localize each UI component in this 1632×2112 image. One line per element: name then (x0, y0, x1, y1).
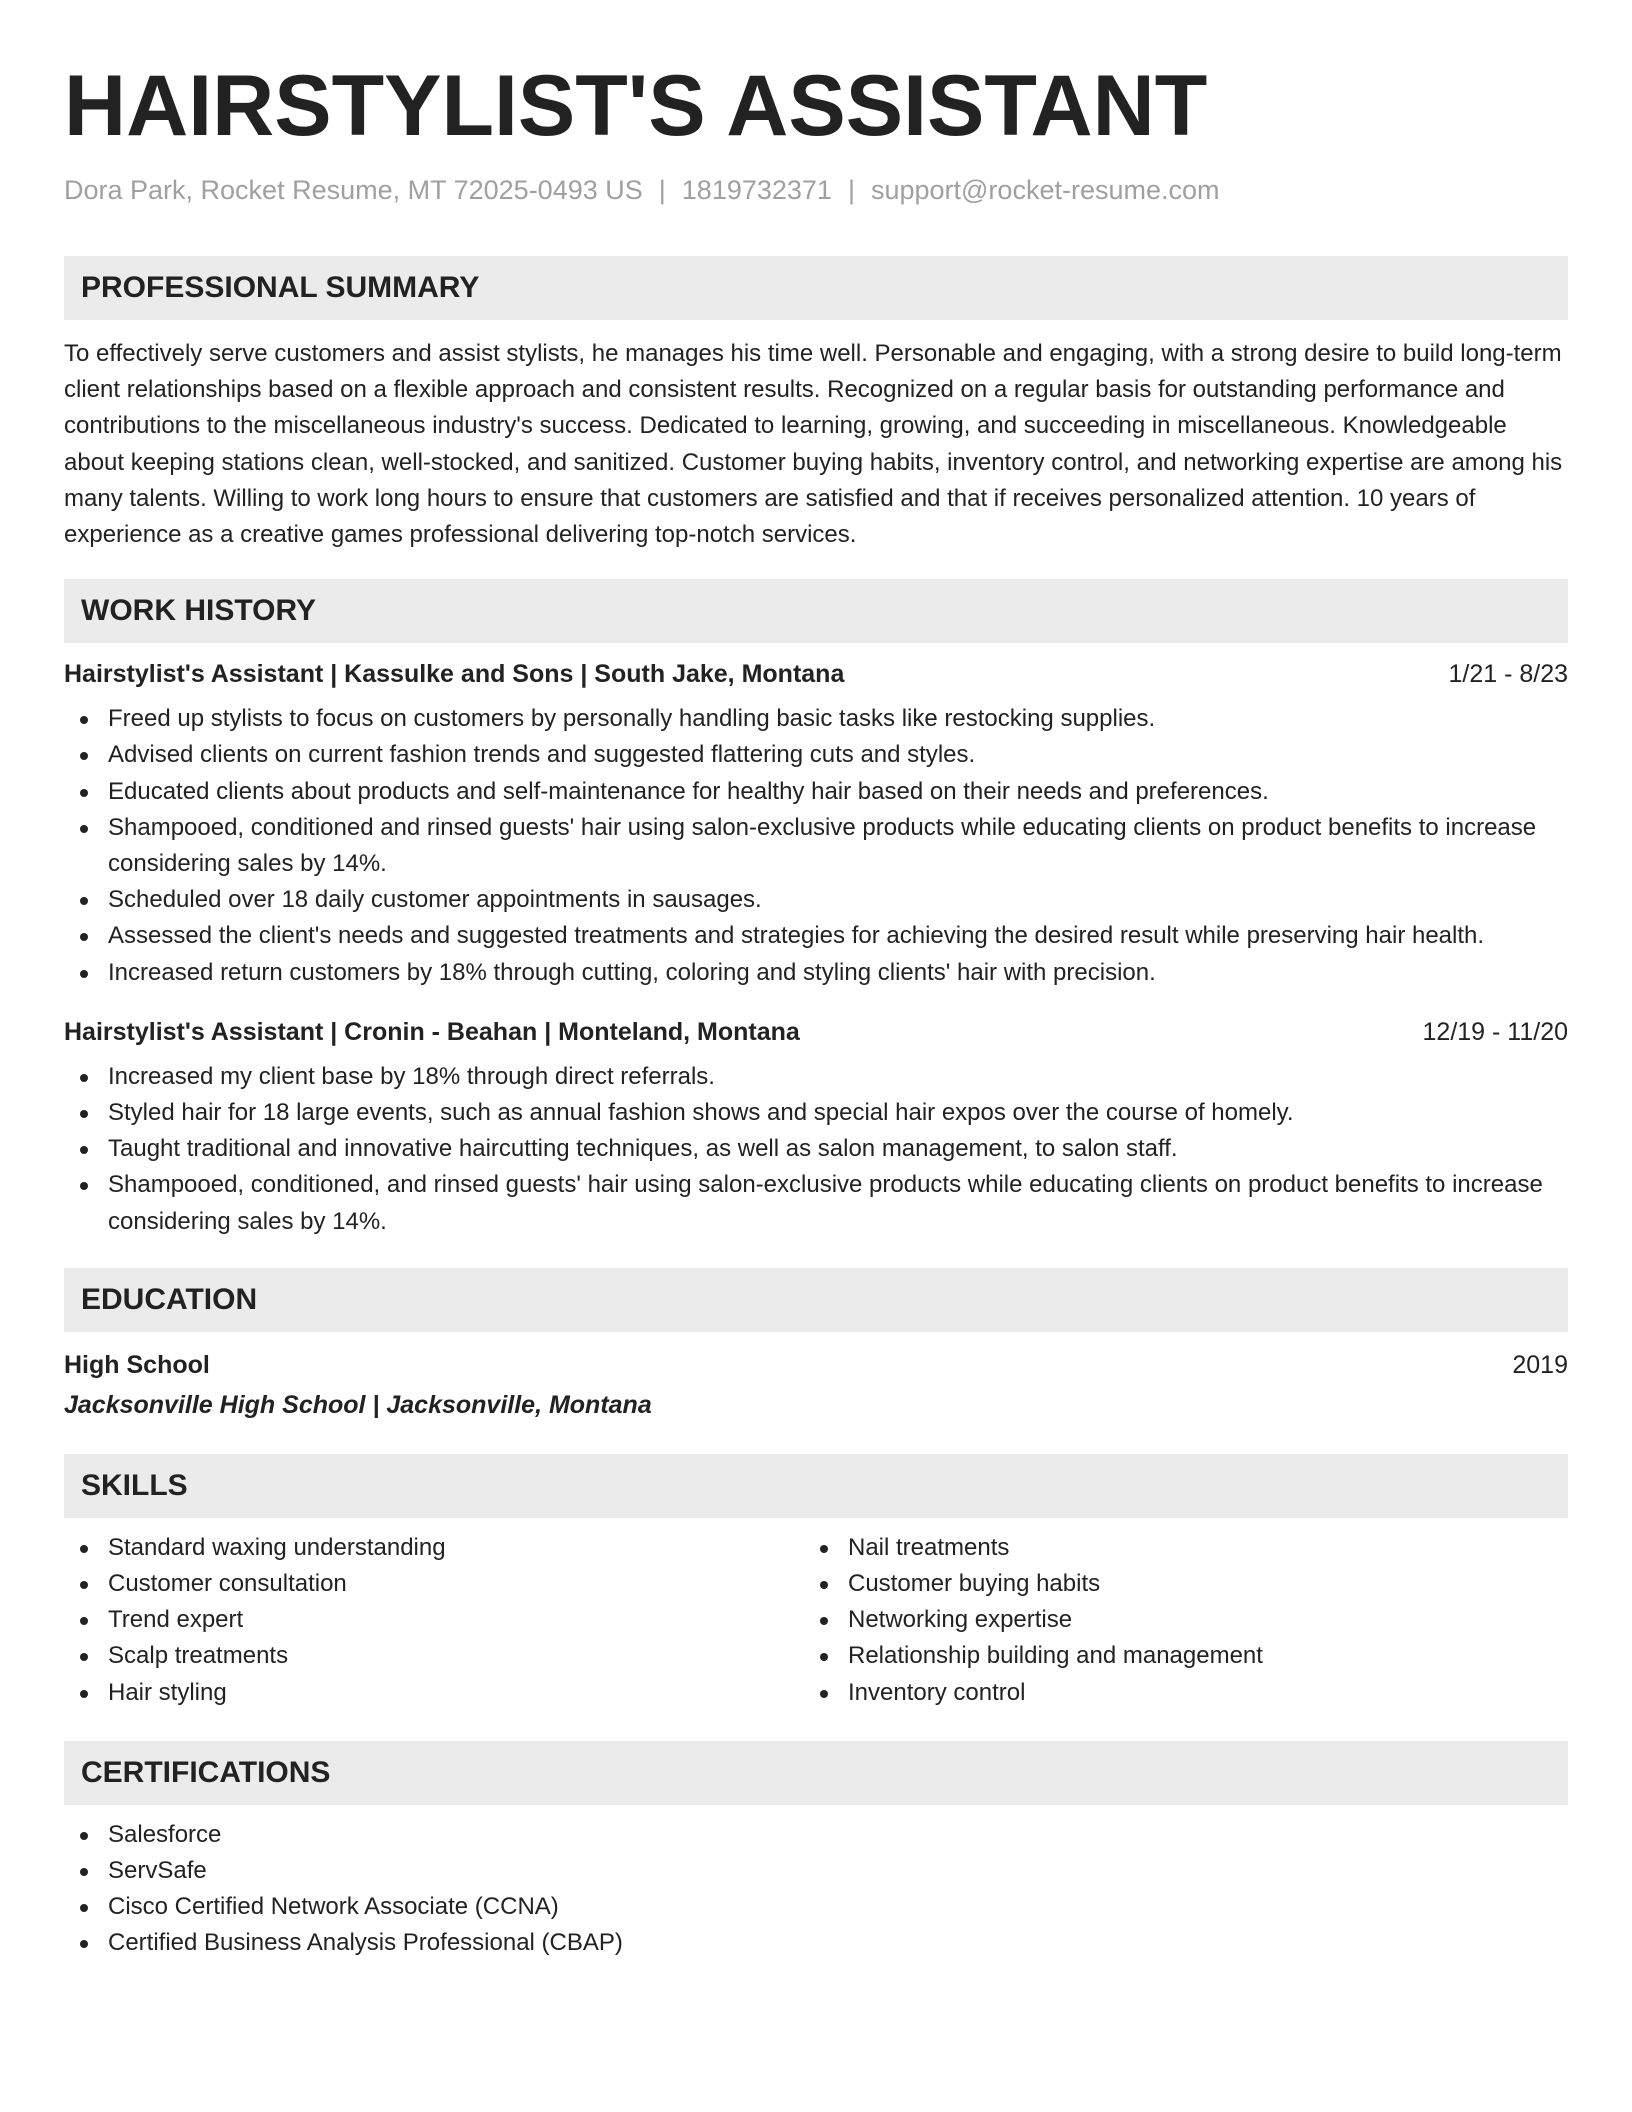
job-header (64, 1015, 1568, 1049)
list-item: Trend expert (64, 1602, 804, 1638)
list-item: Standard waxing understanding (64, 1530, 804, 1566)
candidate-title: HAIRSTYLIST'S ASSISTANT (64, 58, 1208, 154)
list-item: Shampooed, conditioned, and rinsed guests' hair using salon-exclusive products while educating clients on product benefits to increase considering sales by 14%. (64, 1167, 1568, 1239)
skills-grid (64, 1530, 1568, 1711)
contact-line (64, 174, 1568, 206)
section-header-skills: SKILLS (64, 1454, 1568, 1518)
list-item: Hair styling (64, 1675, 804, 1711)
section-header-work-history: WORK HISTORY (64, 579, 1568, 643)
education-entry (64, 1348, 1568, 1422)
list-item: Assessed the client's needs and suggested treatments and strategies for achieving the desired result while preserving hair health. (64, 918, 1568, 954)
job-bullets (64, 1059, 1568, 1240)
contact-separator: | (847, 175, 855, 205)
contact-separator: | (658, 175, 666, 205)
contact-phone: 1819732371 (681, 175, 832, 205)
list-item: Relationship building and management (804, 1638, 1564, 1674)
summary-text: To effectively serve customers and assist stylists, he manages his time well. Personable and engaging, with a strong desire to build long-term client relationships based on a flexible approach and consistent results. Recognized on a regular basis for outstanding performance and contributions to the miscellaneous industry's success. Dedicated to learning, growing, and succeeding in miscellaneous. Knowledgeable about keeping stations clean, well-stocked, and sanitized. Customer buying habits, inventory control, and networking expertise are among his many talents. Willing to work long hours to ensure that customers are satisfied and that if receives personalized attention. 10 years of experience as a creative games professional delivering top-notch services. (64, 340, 1563, 549)
list-item: Nail treatments (804, 1530, 1564, 1566)
list-item: Customer consultation (64, 1566, 804, 1602)
education-year: 2019 (1512, 1350, 1568, 1379)
section-header-summary: PROFESSIONAL SUMMARY (64, 256, 1568, 320)
list-item: Inventory control (804, 1675, 1564, 1711)
list-item: Shampooed, conditioned and rinsed guests' hair using salon-exclusive products while educating clients on product benefits to increase considering sales by 14%. (64, 810, 1568, 882)
job-title: Hairstylist's Assistant | Kassulke and Sons | South Jake, Montana (64, 660, 845, 689)
list-item: Educated clients about products and self-maintenance for healthy hair based on their needs and preferences. (64, 774, 1568, 810)
job-bullets (64, 701, 1568, 991)
contact-email: support@rocket-resume.com (870, 175, 1220, 205)
list-item: Styled hair for 18 large events, such as annual fashion shows and special hair expos over the course of homely. (64, 1095, 1568, 1131)
job-title: Hairstylist's Assistant | Cronin - Beahan | Monteland, Montana (64, 1017, 800, 1046)
education-degree: High School (64, 1350, 210, 1379)
list-item: Advised clients on current fashion trends and suggested flattering cuts and styles. (64, 737, 1568, 773)
list-item: Freed up stylists to focus on customers by personally handling basic tasks like restocking supplies. (64, 701, 1568, 737)
section-header-education: EDUCATION (64, 1268, 1568, 1332)
list-item: Increased return customers by 18% through cutting, coloring and styling clients' hair with precision. (64, 955, 1568, 991)
skills-left-column (64, 1530, 804, 1711)
section-header-certifications: CERTIFICATIONS (64, 1741, 1568, 1805)
list-item: ServSafe (64, 1853, 1568, 1889)
education-header (64, 1348, 1568, 1382)
list-item: Certified Business Analysis Professional (CBAP) (64, 1925, 1568, 1961)
job-entry (64, 1015, 1568, 1240)
list-item: Scheduled over 18 daily customer appointments in sausages. (64, 882, 1568, 918)
list-item: Scalp treatments (64, 1638, 804, 1674)
education-school: Jacksonville High School | Jacksonville, Montana (64, 1390, 652, 1419)
job-dates: 1/21 - 8/23 (1448, 660, 1568, 689)
job-header (64, 657, 1568, 691)
contact-address: Dora Park, Rocket Resume, MT 72025-0493 US (64, 175, 643, 205)
certifications-list (64, 1817, 1568, 1962)
list-item: Taught traditional and innovative haircutting techniques, as well as salon management, to salon staff. (64, 1131, 1568, 1167)
list-item: Cisco Certified Network Associate (CCNA) (64, 1889, 1568, 1925)
list-item: Increased my client base by 18% through direct referrals. (64, 1059, 1568, 1095)
list-item: Customer buying habits (804, 1566, 1564, 1602)
list-item: Networking expertise (804, 1602, 1564, 1638)
job-dates: 12/19 - 11/20 (1422, 1017, 1568, 1046)
list-item: Salesforce (64, 1817, 1568, 1853)
job-entry (64, 657, 1568, 991)
skills-right-column (804, 1530, 1564, 1711)
